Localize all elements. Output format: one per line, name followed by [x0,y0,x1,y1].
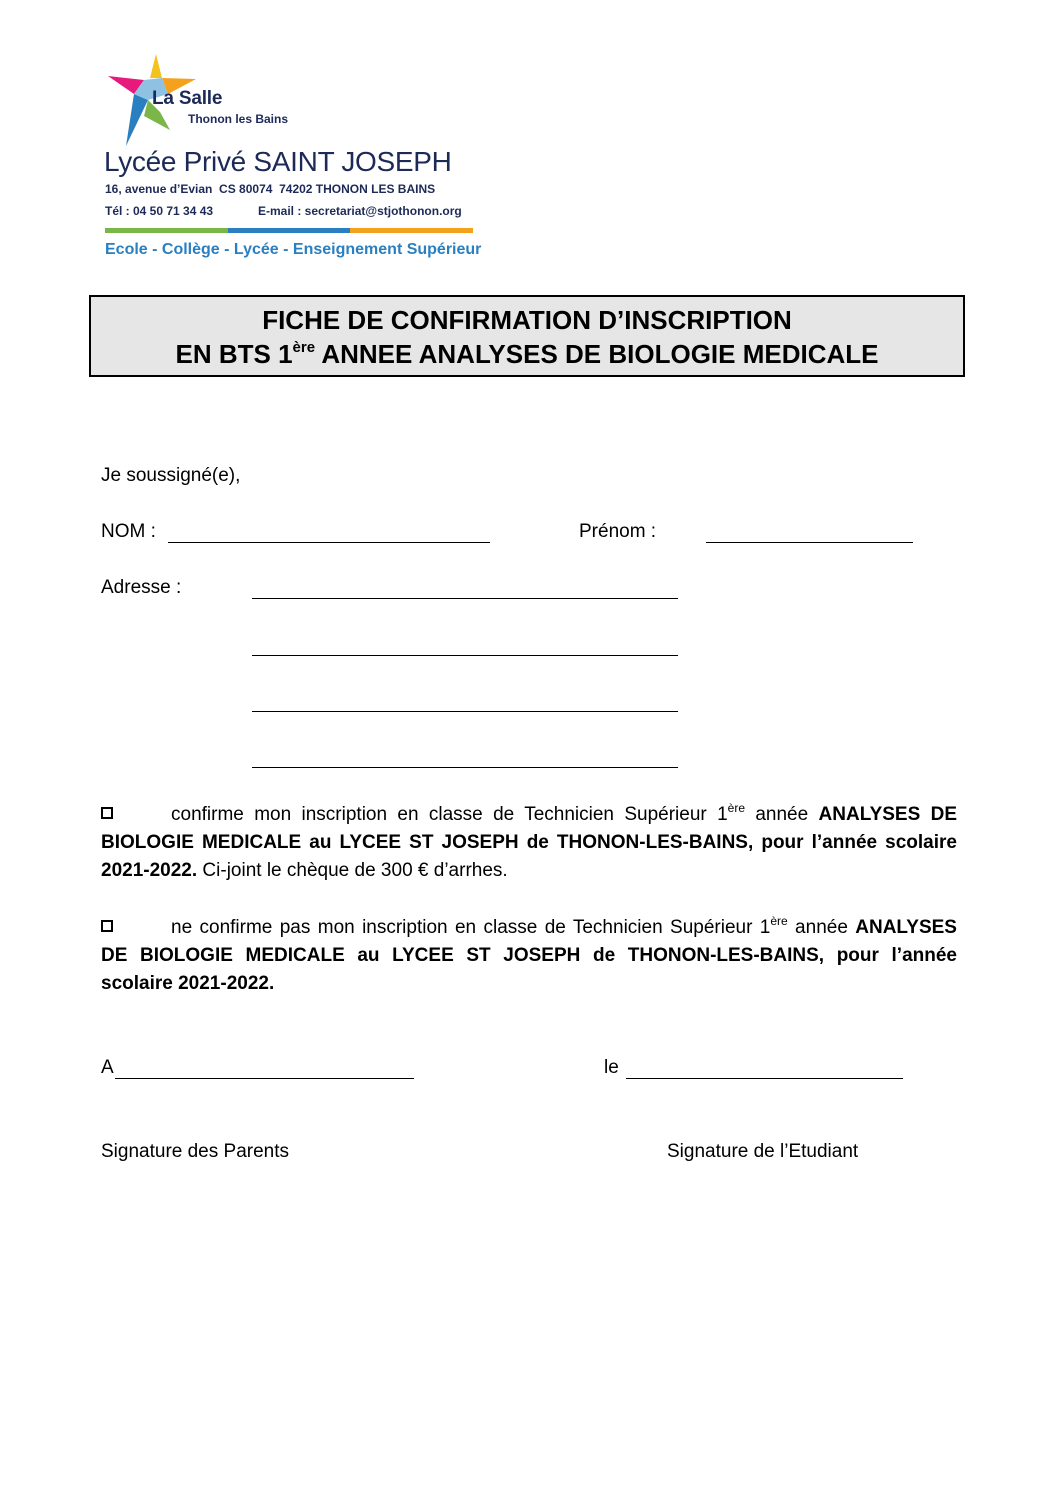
confirm-checkbox[interactable] [101,807,113,819]
option-bold-text: ANALYSES DE BIOLOGIE MEDICALE au LYCEE ST JOSEPH de THONON-LES-BAINS, pour l’année scolaire 2021-2022. [101,804,958,881]
option-text: Ci-joint le chèque de 300 € d’arrhes. [197,860,508,881]
nom-field[interactable] [168,542,490,543]
school-levels: Ecole - Collège - Lycée - Enseignement Supérieur [105,241,482,258]
student-signature-label: Signature de l’Etudiant [667,1141,859,1162]
option-text: ne confirme pas mon inscription en classe de Technicien Supérieur 1 [171,917,771,938]
title-text: EN BTS 1 [175,339,293,369]
adresse-label: Adresse : [101,577,182,598]
color-bar-segment [228,228,351,233]
intro-text: Je soussigné(e), [101,465,241,486]
adresse-field-line2[interactable] [252,655,678,656]
place-field[interactable] [115,1078,414,1079]
adresse-field-line3[interactable] [252,711,678,712]
color-bar [105,228,473,233]
parents-signature-label: Signature des Parents [101,1141,290,1162]
form-title-box [89,295,965,377]
school-phone: Tél : 04 50 71 34 43 [105,204,214,218]
color-bar-segment [105,228,228,233]
form-title-line2 [91,337,963,371]
option-text: année [745,804,819,825]
prenom-field[interactable] [706,542,913,543]
brand-name: La Salle [152,88,223,109]
option-superscript: ère [727,801,745,815]
prenom-label: Prénom : [579,521,657,542]
brand-location: Thonon les Bains [188,112,289,126]
adresse-field-line1[interactable] [252,598,678,599]
date-label: le [604,1057,619,1078]
place-label: A [101,1057,114,1078]
form-title-line1: FICHE DE CONFIRMATION D’INSCRIPTION [262,305,792,335]
option-bold-text: ANALYSES DE BIOLOGIE MEDICALE au LYCEE ST JOSEPH de THONON-LES-BAINS, pour l’année scolaire 2021-2022. [101,917,957,994]
title-superscript: ère [292,339,316,356]
school-name: Lycée Privé SAINT JOSEPH [104,146,452,177]
school-email: E-mail : secretariat@stjothonon.org [258,204,462,218]
decline-checkbox[interactable] [101,920,113,932]
option-superscript: ère [770,914,788,928]
option-text: année [787,917,856,938]
title-text: ANNEE ANALYSES DE BIOLOGIE MEDICALE [315,339,879,369]
school-address: 16, avenue d’Evian CS 80074 74202 THONON LES BAINS [105,182,436,196]
option-text: confirme mon inscription en classe de Technicien Supérieur 1 [171,804,728,825]
date-field[interactable] [626,1078,903,1079]
color-bar-segment [350,228,473,233]
option-decline [101,914,957,998]
adresse-field-line4[interactable] [252,767,678,768]
option-confirm [101,801,957,885]
nom-label: NOM : [101,521,156,542]
